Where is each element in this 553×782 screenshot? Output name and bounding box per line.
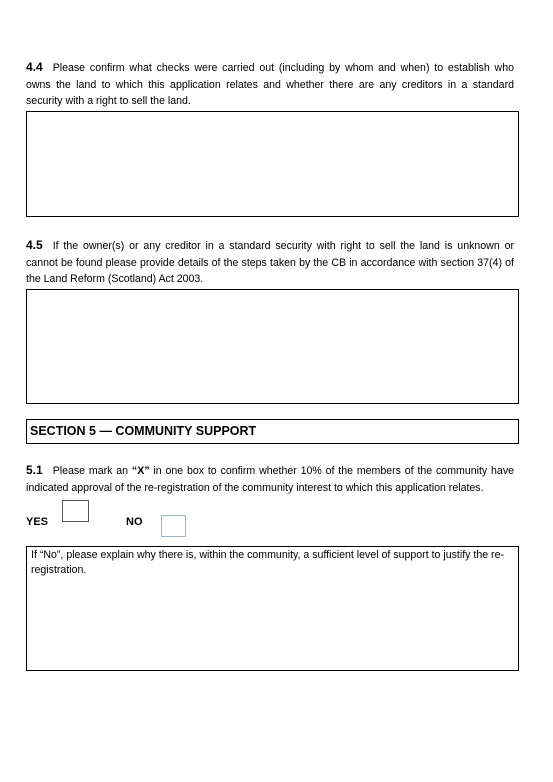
explanation-prompt: If “No”, please explain why there is, within the community, a sufficient level of support to justify the re-registration.	[31, 549, 505, 576]
question-text: Please confirm what checks were carried out (including by whom and when) to establish who owns the land to which this application relates and whether there are any creditors in a standard security with a right to sell the land.	[26, 62, 514, 107]
yes-checkbox[interactable]	[62, 500, 89, 522]
question-text-before: Please mark an	[52, 465, 132, 477]
answer-box-4-5[interactable]	[26, 289, 519, 404]
question-number: 4.4	[26, 60, 43, 74]
explanation-box-5-1[interactable]	[26, 546, 519, 671]
mark-symbol: “X”	[131, 465, 150, 477]
question-text: If the owner(s) or any creditor in a standard security with right to sell the land is unknown or cannot be found please provide details of the steps taken by the CB in accordance with section 37(4) of the Land Reform (Scotland) Act 2003.	[26, 240, 514, 285]
question-5-1	[26, 462, 514, 496]
section-5-header: SECTION 5 — COMMUNITY SUPPORT	[26, 419, 519, 444]
yes-label: YES	[26, 516, 49, 528]
question-4-5	[26, 237, 514, 288]
question-text-after: in one box to confirm whether 10% of the members of the community have indicated approval of the re-registration of the community interest to which this application relates.	[26, 465, 515, 494]
answer-box-4-4[interactable]	[26, 111, 519, 217]
question-number: 5.1	[26, 463, 43, 477]
no-label: NO	[126, 516, 143, 528]
question-number: 4.5	[26, 238, 43, 252]
no-checkbox[interactable]	[161, 515, 186, 537]
question-4-4	[26, 59, 514, 110]
